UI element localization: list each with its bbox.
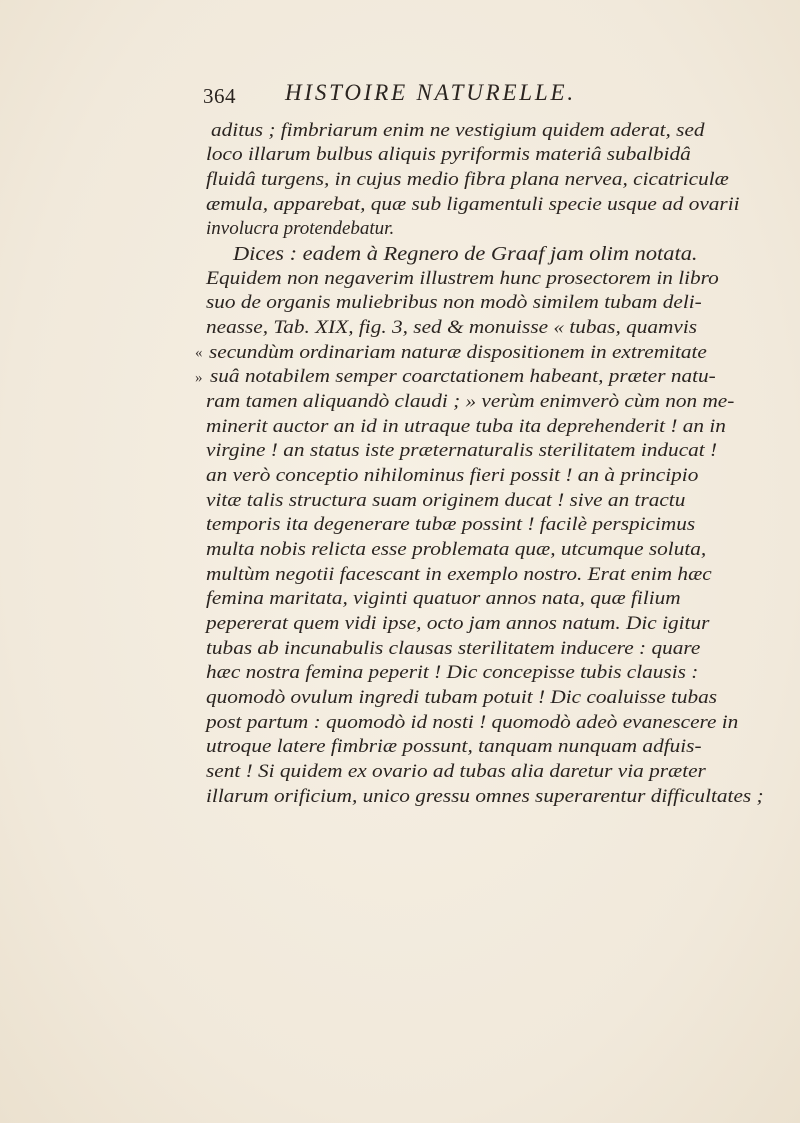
text-line: utroque latere fimbriæ possunt, tanquam nunquam adfuis- (206, 736, 702, 757)
text-line: suo de organis muliebribus non modò similem tubam deli- (206, 292, 702, 313)
text-line: multùm negotii facescant in exemplo nostro. Erat enim hæc (206, 564, 712, 585)
text-line: post partum : quomodò id nosti ! quomodò adeò evanescere in (206, 712, 739, 733)
text-line: aditus ; fimbriarum enim ne vestigium quidem aderat, sed (211, 120, 705, 141)
text-line: tubas ab incunabulis clausas sterilitatem inducere : quare (206, 638, 701, 659)
text-line: illarum orificium, unico gressu omnes superarentur difficultates ; (206, 786, 764, 807)
text-line: secundùm ordinariam naturæ dispositionem in extremitate (209, 342, 707, 363)
text-line: Equidem non negaverim illustrem hunc prosectorem in libro (206, 268, 719, 289)
text-line: multa nobis relicta esse problemata quæ, utcumque soluta, (206, 539, 707, 560)
text-line: loco illarum bulbus aliquis pyriformis materiâ subalbidâ (206, 144, 691, 165)
text-line: fluidâ turgens, in cujus medio fibra plana nervea, cicatriculæ (206, 169, 729, 190)
page-number: 364 (203, 84, 236, 108)
text-line: pepererat quem vidi ipse, octo jam annos natum. Dic igitur (206, 613, 710, 634)
text-line: neasse, Tab. XIX, fig. 3, sed & monuisse « tubas, quamvis (206, 317, 698, 338)
closing-quote-mark: » (195, 370, 203, 386)
text-line: quomodò ovulum ingredi tubam potuit ! Dic coaluisse tubas (206, 687, 718, 708)
text-line: sent ! Si quidem ex ovario ad tubas alia daretur via præter (206, 761, 706, 782)
text-line: virgine ! an status iste præternaturalis sterilitatem inducat ! (206, 440, 718, 461)
text-line: vitæ talis structura suam originem ducat ! sive an tractu (206, 490, 686, 511)
opening-quote-mark: « (195, 345, 203, 361)
text-line: suâ notabilem semper coarctationem habeant, præter natu- (210, 366, 716, 387)
running-head: HISTOIRE NATURELLE. (285, 80, 576, 105)
text-line: involucra protendebatur. (206, 218, 395, 239)
text-line: hæc nostra femina peperit ! Dic concepisse tubis clausis : (206, 662, 699, 683)
text-line: minerit auctor an id in utraque tuba ita deprehenderit ! an in (206, 416, 726, 437)
text-line: temporis ita degenerare tubæ possint ! facilè perspicimus (206, 514, 696, 535)
text-line: an verò conceptio nihilominus fieri possit ! an à principio (206, 465, 699, 486)
text-line: ram tamen aliquandò claudi ; » verùm enimverò cùm non me- (206, 391, 735, 412)
text-line: æmula, apparebat, quæ sub ligamentuli specie usque ad ovarii (206, 194, 740, 215)
text-line: Dices : eadem à Regnero de Graaf jam olim notata. (233, 243, 698, 265)
text-line: femina maritata, viginti quatuor annos nata, quæ filium (206, 588, 681, 609)
